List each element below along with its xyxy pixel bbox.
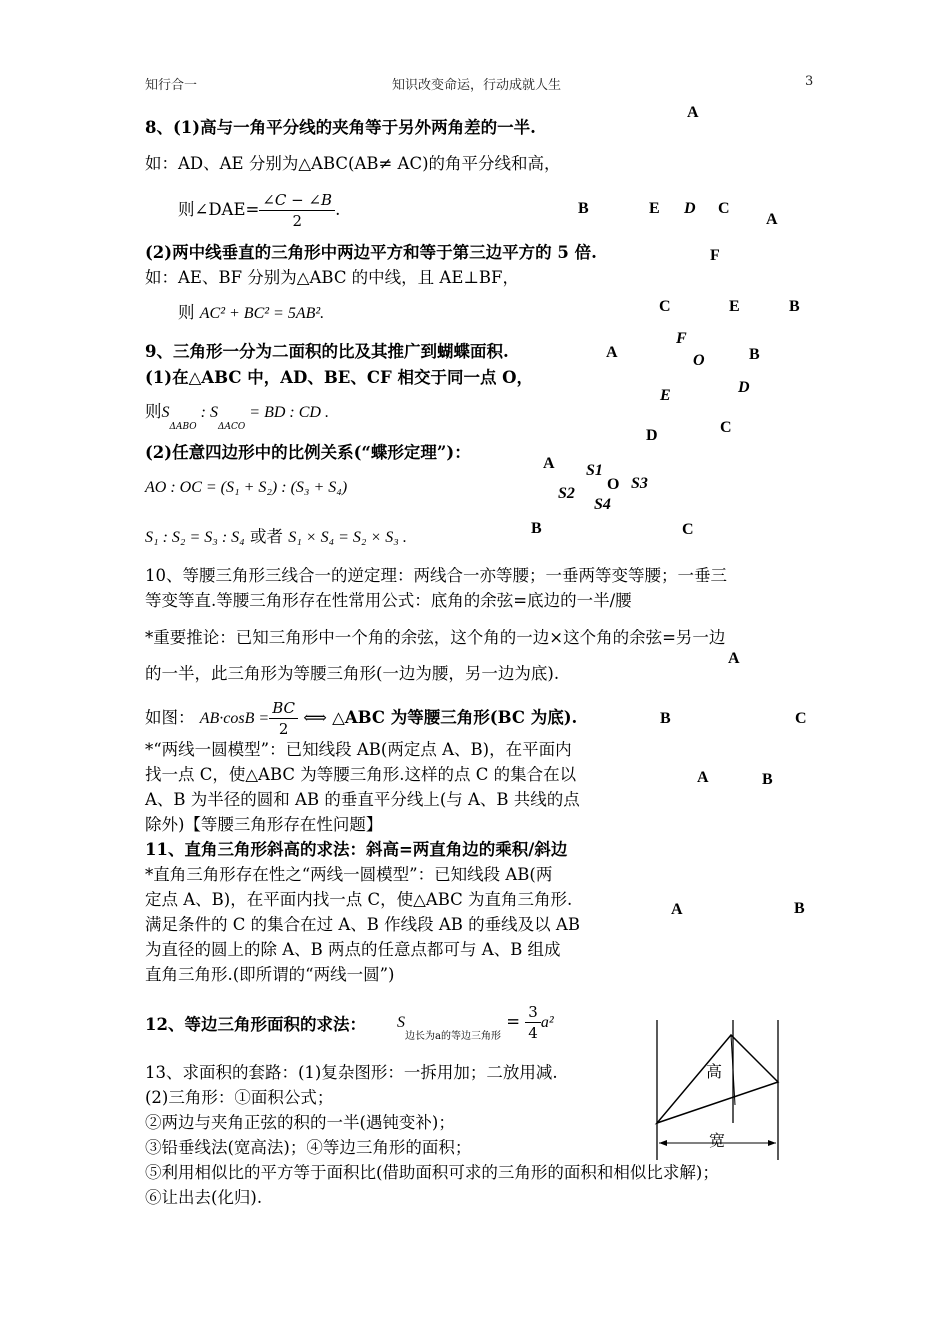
s10-fig1-label-A: A — [728, 650, 740, 667]
s10-model-1: *“两线一圆模型”：已知线段 AB(两定点 A、B)，在平面内 — [145, 740, 572, 759]
s9-fig2-label-A: A — [543, 455, 555, 472]
s9-f3-a: S₁ : S₂ = S₃ : S₄ — [145, 529, 245, 546]
s10-model-4: 除外)【等腰三角形存在性问题】 — [145, 815, 383, 834]
s8-fraction-den: 2 — [292, 212, 302, 230]
header-page-number: 3 — [805, 74, 814, 89]
s8-formula2 — [178, 302, 324, 325]
s10-fraction — [269, 698, 298, 739]
s10-line5-suffix: △ABC 为等腰三角形(BC 为底). — [332, 708, 578, 727]
s8-formula — [178, 190, 340, 231]
s9-f1-prefix: 则 — [145, 402, 162, 421]
fig-label-high: 高 — [706, 1062, 723, 1081]
s8-fig2-label-E: E — [729, 298, 740, 315]
s10-fraction-num: BC — [269, 698, 298, 719]
s8-p2: (2)两中线垂直的三角形中两边平方和等于第三边平方的 5 倍. — [145, 243, 597, 262]
s12-fraction-num: 3 — [525, 1002, 541, 1023]
s9-f1-sub1: ΔABO — [169, 422, 197, 432]
s9-f1-s2: S — [210, 404, 218, 421]
s9-f1-rhs: = BD : CD . — [245, 404, 329, 421]
s12-formula — [397, 1002, 554, 1043]
s13-line4: ③铅垂线法(宽高法)；④等边三角形的面积； — [145, 1138, 472, 1157]
s9-fig1-label-D2: D — [646, 427, 658, 444]
s9-fig1-label-B: B — [749, 346, 760, 363]
s10-line5-math: AB·cosB = — [199, 710, 270, 727]
s13-line2: (2)三角形：①面积公式； — [145, 1088, 334, 1107]
s8-fraction — [259, 190, 335, 231]
s12-prefix: 12、等边三角形面积的求法： — [145, 1015, 366, 1034]
s8-formula2-math: AC² + BC² = 5AB². — [199, 305, 325, 322]
s8-fig2-label-C: C — [659, 298, 671, 315]
s9-fig1-label-O: O — [693, 352, 705, 369]
s10-fraction-den: 2 — [278, 720, 289, 738]
s12-fraction — [525, 1002, 541, 1043]
s10-fig1-label-C: C — [795, 710, 807, 727]
s9-fig1-label-E: E — [660, 387, 671, 404]
s12-s: S — [397, 1014, 405, 1031]
s13-line5: ⑤利用相似比的平方等于面积比(借助面积可求的三角形的面积和相似比求解)； — [145, 1163, 719, 1182]
s10-fig1-label-B: B — [660, 710, 671, 727]
s9-p2: (2)任意四边形中的比例关系(“蝶形定理”)： — [145, 443, 471, 462]
s8-fig1-label-A: A — [687, 104, 699, 121]
s9-fig1-label-D: D — [738, 379, 750, 396]
s12-fraction-den: 4 — [528, 1024, 538, 1042]
s11-line1: 11、直角三角形斜高的求法：斜高=两直角边的乘积/斜边 — [145, 840, 568, 859]
s9-fig2-label-B: B — [531, 520, 542, 537]
s10-line3: *重要推论：已知三角形中一个角的余弦，这个角的一边×这个角的余弦=另一边 — [145, 628, 726, 647]
s10-line2: 等变等直.等腰三角形存在性常用公式：底角的余弦=底边的一半/腰 — [145, 591, 632, 610]
fig-arrowhead-left — [659, 1140, 667, 1146]
s10-line5-prefix: 如图： — [145, 708, 195, 727]
s9-fig1-label-F: F — [676, 330, 687, 347]
s10-line4: 的一半，此三角形为等腰三角形(一边为腰，另一边为底). — [145, 664, 560, 683]
s10-model-3: A、B 为半径的圆和 AB 的垂直平分线上(与 A、B 共线的点 — [145, 790, 580, 809]
s9-fig1-label-C: C — [720, 419, 732, 436]
s11-fig-label-B: B — [794, 900, 805, 917]
s11-line4: 满足条件的 C 的集合在过 A、B 作线段 AB 的垂线及以 AB — [145, 915, 580, 934]
s9-f3-b: S₁ × S₄ = S₂ × S₃ . — [288, 529, 407, 546]
s11-line6: 直角三角形.(即所谓的“两线一圆”) — [145, 965, 395, 984]
s9-p1: (1)在△ABC 中，AD、BE、CF 相交于同一点 O， — [145, 368, 534, 387]
s9-f1-s1: S — [161, 404, 170, 421]
s11-fig-label-A: A — [671, 901, 683, 918]
s8-example2: 如：AE、BF 分别为△ABC 的中线，且 AE⊥BF， — [145, 268, 519, 287]
fig-label-wide: 宽 — [709, 1131, 726, 1150]
s9-fig2-label-C: C — [682, 521, 694, 538]
s8-fig1-label-D: D — [684, 200, 696, 217]
s8-title: 8、(1)高与一角平分线的夹角等于另外两角差的一半. — [145, 118, 536, 137]
s8-example: 如：AD、AE 分别为△ABC(AB≠ AC)的角平分线和高， — [145, 154, 561, 173]
s11-line5: 为直径的圆上的除 A、B 两点的任意点都可与 A、B 组成 — [145, 940, 561, 959]
s10-model-2: 找一点 C，使△ABC 为等腰三角形.这样的点 C 的集合在以 — [145, 765, 577, 784]
s9-fig2-label-S1: S1 — [586, 462, 603, 479]
s9-fig1-label-A: A — [606, 344, 618, 361]
header-left: 知行合一 — [145, 78, 198, 93]
s13-line6: ⑥让出去(化归). — [145, 1188, 263, 1207]
s8-formula-end: . — [335, 200, 341, 219]
s8-fig2-label-F: F — [710, 247, 720, 264]
s12-sub: 边长为a的等边三角形 — [405, 1031, 501, 1042]
s9-f3-or: 或者 — [244, 527, 289, 546]
s9-formula2: AO : OC = (S₁ + S₂) : (S₃ + S₄) — [145, 479, 348, 496]
s12-tail: a² — [540, 1014, 554, 1031]
s8-formula2-prefix: 则 — [178, 303, 195, 322]
s11-line2: *直角三角形存在性之“两线一圆模型”：已知线段 AB(两 — [145, 865, 553, 884]
s10-line1: 10、等腰三角形三线合一的逆定理：两线合一亦等腰；一垂两等变等腰；一垂三 — [145, 566, 727, 585]
s10-iff-arrow: ⟺ — [303, 708, 327, 727]
s9-fig2-label-O: O — [607, 476, 620, 493]
s10-fig2-label-A: A — [697, 769, 709, 786]
s8-fig2-label-B: B — [789, 298, 800, 315]
s9-f1-sub2: ΔACO — [218, 422, 246, 432]
fig-arrowhead-right — [768, 1140, 776, 1146]
s8-fig1-label-E: E — [649, 200, 660, 217]
s8-fig2-label-A: A — [766, 211, 778, 228]
s9-formula3 — [145, 526, 407, 549]
s9-fig2-label-S4: S4 — [594, 496, 611, 513]
s10-line5 — [145, 698, 577, 739]
s13-line1: 13、求面积的套路：(1)复杂图形：一拆用加；二放用减. — [145, 1063, 558, 1082]
s10-fig2-label-B: B — [762, 771, 773, 788]
s11-line3: 定点 A、B)，在平面内找一点 C，使△ABC 为直角三角形. — [145, 890, 573, 909]
s8-fig1-label-B: B — [578, 200, 589, 217]
s9-title: 9、三角形一分为二面积的比及其推广到蝴蝶面积. — [145, 342, 509, 361]
s9-fig2-label-S3: S3 — [631, 475, 648, 492]
header-center: 知识改变命运，行动成就人生 — [392, 78, 562, 93]
s8-fraction-num: ∠C − ∠B — [259, 190, 335, 211]
s9-f1-colon: : — [196, 404, 210, 421]
s12-eq: = — [506, 1012, 521, 1031]
s9-fig2-label-S2: S2 — [558, 485, 575, 502]
s13-line3: ②两边与夹角正弦的积的一半(遇钝变补)； — [145, 1113, 455, 1132]
s8-formula-prefix: 则∠DAE= — [178, 200, 260, 219]
s8-fig1-label-C: C — [718, 200, 730, 217]
